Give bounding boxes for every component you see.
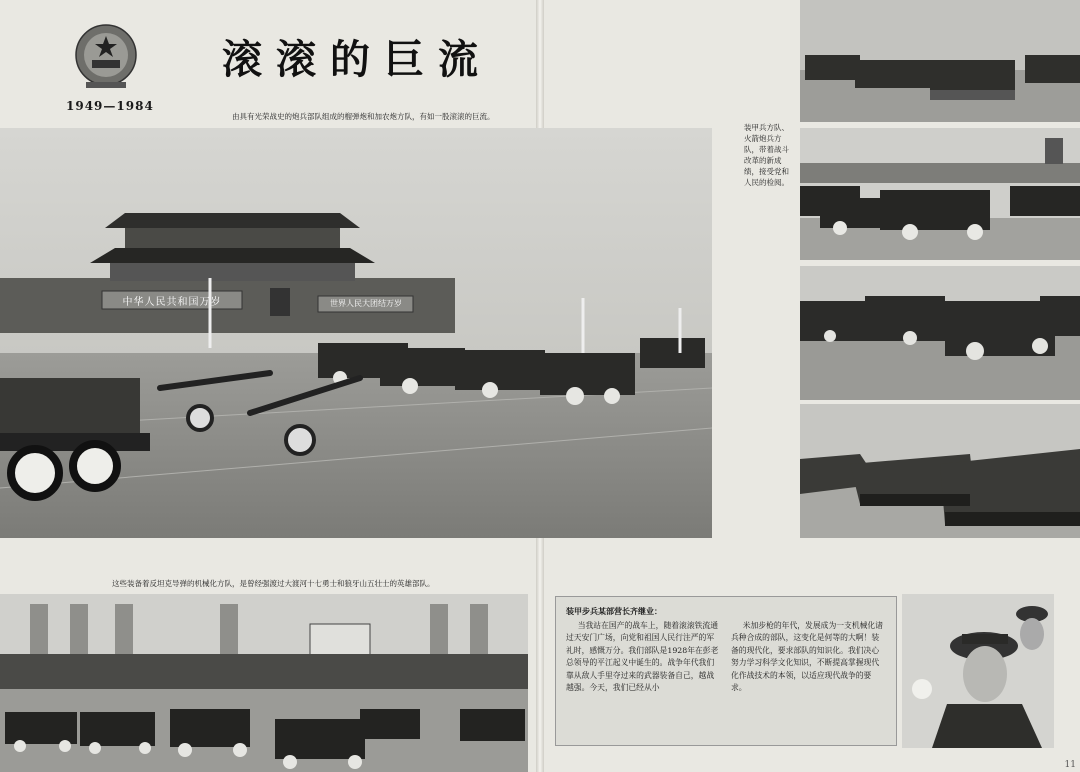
banner-right: 世界人民大团结万岁 <box>330 299 402 308</box>
national-emblem-icon <box>72 22 140 92</box>
article-title: 滚滚的巨流 <box>222 37 492 83</box>
armored-vehicle-photo <box>800 404 1080 538</box>
tank-column-photo <box>800 0 1080 122</box>
main-parade-photo <box>0 128 712 538</box>
banner-left: 中华人民共和国万岁 <box>122 297 222 308</box>
page-number: 11 <box>1064 760 1076 770</box>
side-caption: 装甲兵方队、火箭炮兵方队，带着战斗改革的新成绩，接受党和人民的检阅。 <box>744 123 789 187</box>
rocket-launcher-photo <box>800 266 1080 400</box>
years-label: 1949—1984 <box>66 99 154 113</box>
soldier-portrait-photo <box>902 594 1054 748</box>
quote-column-2: 米加步枪的年代，发展成为一支机械化诸兵种合成的部队，这变化是何等的大啊！装备的现代化，要求部队的知识化。我们决心努力学习科学文化知识，不断提高掌握现代化作战技术的本领，以适应现代战争的要求。 <box>731 620 884 692</box>
jeep-column-photo <box>0 594 528 772</box>
quote-column-1: 当我站在国产的战车上，随着滚滚铁流通过天安门广场，向党和祖国人民行注严的军礼时，感慨万分。我们部队是1928年在彭老总领导的平江起义中诞生的。战争年代我们靠从敌人手里夺过来的武器装备自己，越战越强。今天，我们已经从小 <box>566 620 719 692</box>
truck-column-photo <box>800 128 1080 260</box>
veteran-quote-box <box>555 596 897 746</box>
caption-bottom: 这些装备着反坦克导弹的机械化方队，是曾经强渡过大渡河十七勇士和狼牙山五壮士的英雄部队。 <box>112 579 435 588</box>
quote-heading: 装甲步兵某部营长齐继业： <box>566 606 662 616</box>
caption-top: 由具有光荣战史的炮兵部队组成的榴弹炮和加农炮方队，有如一股滚滚的巨流。 <box>232 112 495 121</box>
